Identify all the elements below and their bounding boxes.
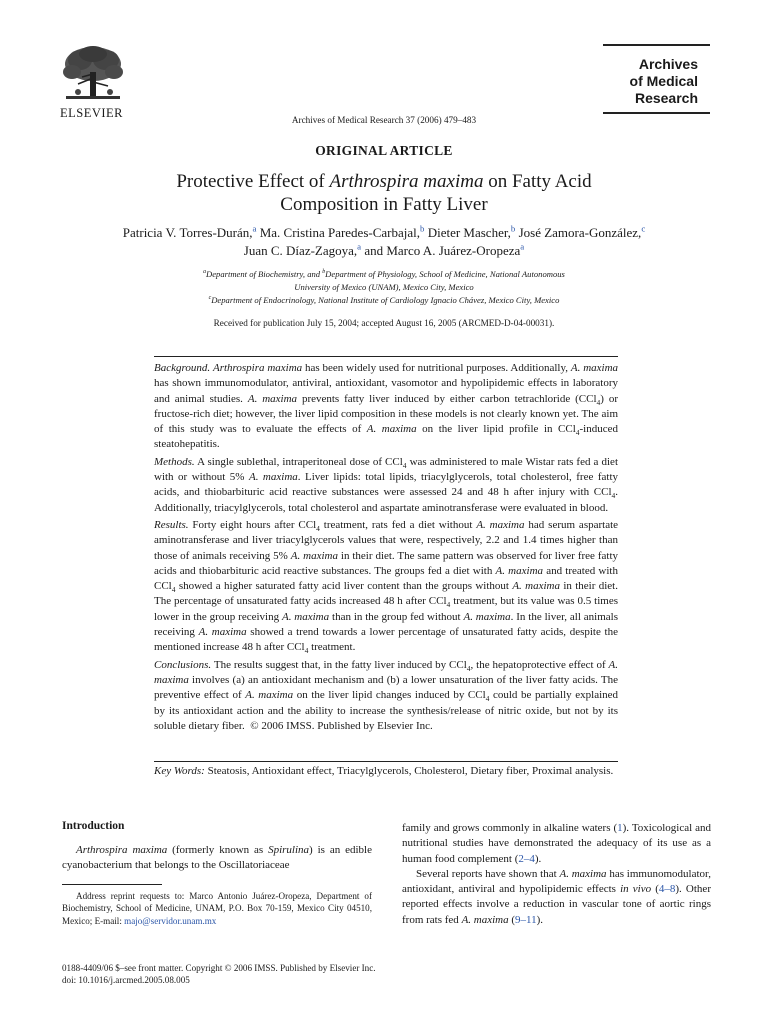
author: Patricia V. Torres-Durán, <box>122 225 253 240</box>
affiliation-marker[interactable]: a <box>252 223 257 234</box>
abstract-bottom-rule <box>154 761 618 762</box>
author: Ma. Cristina Paredes-Carbajal, <box>256 225 421 240</box>
abstract-background: Background. Arthrospira maxima has been widely used for nutritional purposes. Additionally, A. maxima has shown immunomodulator, antiviral, antioxidant, vasomotor and hypolipidemic effects in laboratory and animal studies. A. maxima prevents fatty liver induced by either carbon tetrachloride (CCl$_4$) or fructose-rich diet; however, the liver lipid composition in these models is not clearly known yet. The aim of this study was to evaluate the effects of A. maxima on the liver lipid profile in CCl$_4$-induced steatohepatitis. <box>154 362 619 451</box>
abstract <box>154 361 618 736</box>
author-list <box>40 224 728 260</box>
section-label: ORIGINAL ARTICLE <box>315 143 453 158</box>
keywords-text: Steatosis, Antioxidant effect, Triacylglycerols, Cholesterol, Dietary fiber, Proximal analysis. <box>207 765 614 777</box>
copyright-line: 0188-4409/06 $–see front matter. Copyright © 2006 IMSS. Published by Elsevier Inc. <box>62 963 376 973</box>
journal-bottom-rule <box>603 112 710 114</box>
journal-name-line3: Research <box>634 90 698 106</box>
section-heading-introduction: Introduction <box>62 820 125 832</box>
correspondence-footnote: Address reprint requests to: Marco Antonio Juárez-Oropeza, Department of Biochemistry, School of Medicine, UNAM, P.O. Box 70-159, Mexico City 04510, Mexico; E-mail: majo@servidor.unam.mx <box>62 891 372 926</box>
author: Dieter Mascher, <box>424 225 511 240</box>
affiliations <box>0 268 768 307</box>
citation-ref[interactable]: 1 <box>617 822 623 834</box>
affiliation-marker[interactable]: b <box>420 223 425 234</box>
citation-ref[interactable]: 4–8 <box>658 883 676 896</box>
intro-left-column: Arthrospira maxima (formerly known as Spirulina) is an edible cyanobacterium that belongs to the Oscillatoriaceae <box>62 844 372 872</box>
paragraph: Several reports have shown that A. maxima has immunomodulator, antioxidant, antiviral and hypolipidemic effects in vivo (4–8). Other reported effects involve a reduction in vascular tone of aortic rings from rats fed A. maxima (9–11). <box>402 867 711 926</box>
keywords <box>154 764 618 779</box>
affiliation-line: University of Mexico (UNAM), Mexico City, Mexico <box>294 282 474 292</box>
affiliation-marker[interactable]: b <box>510 223 516 234</box>
abstract-conclusions: Conclusions. The results suggest that, in the fatty liver induced by CCl$_4$, the hepatoprotective effect of A. maxima involves (a) an antioxidant mechanism and (b) a lower unsaturation of the liver fatty acids. The preventive effect of A. maxima on the liver lipid changes induced by CCl$_4$ could be partially explained by its antioxidant action and the ability to increase the synthesis/release of nitric oxide, but not by its soluble dietary fiber. © 2006 IMSS. Published by Elsevier Inc. <box>154 658 619 732</box>
copyright-block <box>62 962 562 987</box>
citation-ref[interactable]: 9–11 <box>515 913 537 926</box>
keywords-label: Key Words: <box>154 765 205 777</box>
article-title <box>0 170 768 216</box>
received-date: Received for publication July 15, 2004; accepted August 16, 2005 (ARCMED-D-04-00031). <box>213 318 555 328</box>
citation-line: Archives of Medical Research 37 (2006) 479–483 <box>291 115 477 125</box>
footnote-rule <box>62 884 162 885</box>
title-text: on Fatty Acid <box>483 171 592 192</box>
email-link[interactable]: majo@servidor.unam.mx <box>124 915 217 926</box>
publisher-name: ELSEVIER <box>60 106 124 120</box>
affiliation-marker[interactable]: c <box>641 223 646 234</box>
affiliation-marker[interactable]: a <box>520 241 525 252</box>
title-italic: Arthrospira maxima <box>329 171 484 192</box>
author: Juan C. Díaz-Zagoya, <box>243 243 358 258</box>
intro-right-column <box>402 821 711 928</box>
abstract-methods: Methods. A single sublethal, intraperitoneal dose of CCl$_4$ was administered to male Wistar rats fed a diet with or without 5% A. maxima. Liver lipids: total lipids, triacylglycerols, total cholesterol, free fatty acids, and thiobarbituric acid reactive substances were assessed 24 and 48 h after injury with CCl$_4$. Additionally, triacylglycerols, total cholesterol and aspartate aminotransferase were evaluated in blood. <box>154 455 618 514</box>
title-text: Protective Effect of <box>176 171 330 192</box>
journal-name <box>596 56 698 107</box>
citation-ref[interactable]: 2–4 <box>518 852 535 865</box>
doi-line: doi: 10.1016/j.arcmed.2005.08.005 <box>62 975 190 986</box>
journal-name-line2: of Medical <box>629 73 698 89</box>
paragraph: family and grows commonly in alkaline waters (1). Toxicological and nutritional studies have demonstrated the adequacy of its use as a human food complement (2–4). <box>402 822 711 865</box>
affiliation-line: $^a$Department of Biochemistry, and $^b$Department of Physiology, School of Medicine, National Autonomous <box>203 269 565 279</box>
author: José Zamora-González, <box>515 225 642 240</box>
journal-name-line1: Archives <box>638 56 698 72</box>
author: and Marco A. Juárez-Oropeza <box>361 243 521 258</box>
elsevier-tree-logo <box>58 44 128 104</box>
affiliation-line: $^c$Department of Endocrinology, National Institute of Cardiology Ignacio Chávez, Mexico City, Mexico <box>208 295 560 305</box>
journal-top-rule <box>603 44 710 46</box>
affiliation-marker[interactable]: a <box>357 241 362 252</box>
abstract-top-rule <box>154 356 618 357</box>
abstract-results: Results. Forty eight hours after CCl$_4$ treatment, rats fed a diet without A. maxima had serum aspartate aminotransferase and liver triacylglycerols values that were, respectively, 2.2 and 1.4 times higher than those of animals receiving 5% A. maxima in their diet. The same pattern was observed for liver free fatty acids and thiobarbituric acid reactive substances. The groups fed a diet with A. maxima and treated with CCl$_4$ showed a higher saturated fatty acid liver content than the groups without A. maxima in their diet. The percentage of unsaturated fatty acids increased 48 h after CCl$_4$ treatment, but its value was 0.5 times lower in the group receiving A. maxima than in the group fed without A. maxima. In the liver, all animals receiving A. maxima showed a trend towards a lower percentage of unsaturated fatty acids, despite the mentioned increase 48 h after CCl$_4$ treatment. <box>154 518 619 656</box>
title-line2: Composition in Fatty Liver <box>280 194 488 215</box>
